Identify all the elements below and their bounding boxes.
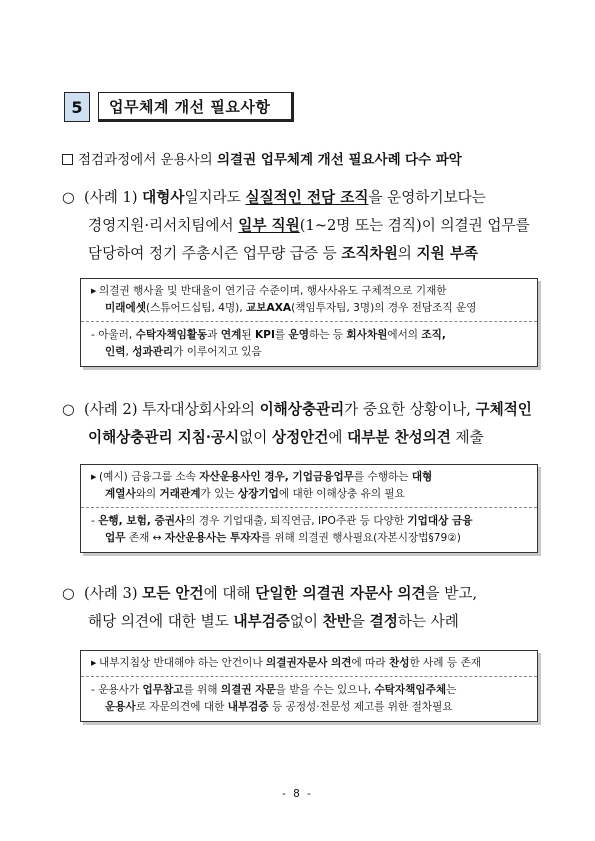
text: 된 <box>241 329 255 341</box>
text: (1~2명 또는 겸직)이 의결권 업무를 <box>299 217 530 234</box>
text: 없이 <box>289 613 323 630</box>
note-1-line-1 <box>91 283 529 300</box>
text: 없이 <box>239 429 272 446</box>
note-1-line-4 <box>91 344 529 361</box>
emphasis: 거래관계 <box>159 488 201 500</box>
emphasis: 수탁자책임활동 <box>135 329 208 341</box>
emphasis: 대부분 찬성의견 <box>347 429 451 446</box>
emphasis: 연계 <box>220 329 242 341</box>
section-number: 5 <box>64 92 90 122</box>
case-3-line-2 <box>62 608 477 636</box>
summary-emphasis: 의결권 업무체계 개선 필요사례 <box>217 152 401 168</box>
emphasis: 투자자 <box>230 532 261 544</box>
text: - 운용사가 <box>91 684 143 696</box>
case-2 <box>62 396 532 452</box>
text: 를 위해 의결권 행사필요(자본시장법§79②) <box>260 532 461 544</box>
note-box-2 <box>80 464 538 553</box>
dashed-divider <box>81 507 537 508</box>
text: 담당하여 정기 주총시즌 업무량 급증 등 <box>88 245 342 262</box>
note-box-1 <box>80 278 538 367</box>
text: 로 자문의견에 대한 <box>135 701 228 713</box>
note-3-line-3 <box>91 699 529 716</box>
emphasis: 실질적인 전담 조직 <box>245 189 369 206</box>
text: 가 중요한 상황이나, <box>344 401 476 418</box>
text: 내부지침상 반대해야 하는 안건이나 <box>99 657 266 669</box>
text: 에 대한 이해상충 유의 필요 <box>278 488 405 500</box>
summary-emphasis: 다수 파악 <box>404 152 462 168</box>
text: 를 수행하는 <box>353 471 412 483</box>
text: 에 따라 <box>351 657 389 669</box>
note-1-line-2 <box>91 300 529 317</box>
emphasis: 조직차원 <box>341 245 398 262</box>
text: 에서의 <box>387 329 422 341</box>
text: 의결권 행사율 및 반대율이 연기금 수준이며, 행사사유도 구체적으로 기재한 <box>99 285 447 297</box>
text: 의 경우 기업대출, 퇴직연금, IPO주관 등 다양한 <box>185 515 408 527</box>
summary-text: 점검과정에서 운용사의 <box>78 152 217 168</box>
triangle-bullet-icon: ▶ <box>91 287 97 295</box>
emphasis: 자산운용사인 경우, 기업금융업무 <box>199 471 354 483</box>
section-title: 업무체계 개선 필요사항 <box>98 92 294 122</box>
emphasis: 일부 직원 <box>238 217 300 234</box>
emphasis: 모든 안건 <box>142 585 204 602</box>
note-2-line-3 <box>91 513 529 530</box>
emphasis: 업무참고 <box>142 684 184 696</box>
triangle-bullet-icon: ▶ <box>91 659 97 667</box>
note-box-3 <box>80 650 538 722</box>
text: 를 <box>274 329 289 341</box>
emphasis: 지원 부족 <box>416 245 479 262</box>
emphasis: 조직, <box>421 329 446 341</box>
triangle-bullet-icon: ▶ <box>91 473 97 481</box>
text: 가 있는 <box>200 488 238 500</box>
emphasis: 대형사 <box>142 189 185 206</box>
text: (책임투자팀, 3명)의 경우 전담조직 운영 <box>291 302 477 314</box>
text: 와의 <box>135 488 160 500</box>
note-3-line-2 <box>91 682 529 699</box>
emphasis: 운용사 <box>105 701 136 713</box>
case-1-line-3 <box>62 240 530 268</box>
emphasis: 의결권 자문 <box>220 684 276 696</box>
emphasis: 업무 <box>105 532 126 544</box>
note-3-line-1 <box>91 655 529 672</box>
emphasis: 이해상충관리 지침·공시 <box>88 429 240 446</box>
emphasis: KPI <box>254 329 275 341</box>
text: 하는 사례 <box>397 613 459 630</box>
text: - <box>91 515 99 527</box>
page-number: - 8 - <box>282 788 313 800</box>
text: (예시) 금융그룹 소속 <box>99 471 200 483</box>
emphasis: 계열사 <box>105 488 136 500</box>
emphasis: 대형 <box>411 471 433 483</box>
emphasis: 내부검증 <box>233 613 290 630</box>
text: 의 <box>397 245 417 262</box>
summary-line <box>62 148 462 168</box>
note-2-line-4 <box>91 530 529 547</box>
emphasis: 찬성 <box>388 657 410 669</box>
text: 에 <box>328 429 348 446</box>
case-3-line-1 <box>62 580 477 608</box>
circle-bullet-icon: ○ <box>62 401 75 418</box>
case-2-line-2 <box>62 424 532 452</box>
case-3 <box>62 580 477 636</box>
text: (사례 3) <box>84 585 143 602</box>
dashed-divider <box>81 676 537 677</box>
text: 를 위해 <box>183 684 221 696</box>
emphasis: 은행, 보험, 증권사 <box>98 515 186 527</box>
case-1-line-2 <box>62 212 530 240</box>
text: (사례 1) <box>84 189 143 206</box>
emphasis: 성과관리 <box>132 346 174 358</box>
text: 과 <box>207 329 221 341</box>
text: 을 받을 수는 있으나, <box>275 684 375 696</box>
note-1-line-3 <box>91 327 529 344</box>
emphasis: 교보AXA <box>246 302 292 314</box>
note-2-line-1 <box>91 469 529 486</box>
circle-bullet-icon: ○ <box>62 189 75 206</box>
case-1-line-1 <box>62 184 530 212</box>
emphasis: 회사차원 <box>346 329 388 341</box>
emphasis: 자산운용사는 <box>164 532 231 544</box>
text: 는 <box>446 684 457 696</box>
emphasis: 미래에셋 <box>105 302 146 314</box>
text: 가 이루어지고 있음 <box>173 346 262 358</box>
text: 을 <box>350 613 370 630</box>
square-bullet-icon <box>62 154 73 165</box>
text: 에 대해 <box>203 585 256 602</box>
emphasis: 상정안건 <box>271 429 329 446</box>
circle-bullet-icon: ○ <box>62 585 75 602</box>
text: 제출 <box>450 429 484 446</box>
text: 하는 등 <box>308 329 347 341</box>
emphasis: 구체적인 <box>475 401 532 418</box>
emphasis: 이해상충관리 <box>259 401 345 418</box>
text: (스튜어드십팀, 4명), <box>145 302 247 314</box>
emphasis: 운영 <box>288 329 309 341</box>
text: 등 공정성·전문성 제고를 위한 절차필요 <box>268 701 453 713</box>
case-2-line-1 <box>62 396 532 424</box>
dashed-divider <box>81 321 537 322</box>
emphasis: 기업대상 금융 <box>407 515 473 527</box>
emphasis: 결정 <box>369 613 398 630</box>
text: 경영지원·리서치팀에서 <box>88 217 239 234</box>
emphasis: 의결권자문사 의견 <box>265 657 352 669</box>
text: - 아울러, <box>91 329 136 341</box>
text: 해당 의견에 대한 별도 <box>88 613 234 630</box>
case-1 <box>62 184 530 268</box>
emphasis: 단일한 의결권 자문사 의견 <box>255 585 426 602</box>
text: 을 받고, <box>425 585 478 602</box>
text: 일지라도 <box>184 189 246 206</box>
emphasis: 수탁자책임주체 <box>374 684 447 696</box>
text: 존재 ↔ <box>125 532 165 544</box>
text: , <box>125 346 133 358</box>
emphasis: 내부검증 <box>227 701 269 713</box>
text: (사례 2) 투자대상회사와의 <box>84 401 260 418</box>
emphasis: 상장기업 <box>237 488 279 500</box>
note-2-line-2 <box>91 486 529 503</box>
emphasis: 인력 <box>105 346 126 358</box>
section-header <box>64 92 294 124</box>
text: 을 운영하기보다는 <box>368 189 486 206</box>
text: 한 사례 등 존재 <box>409 657 481 669</box>
emphasis: 찬반 <box>322 613 351 630</box>
